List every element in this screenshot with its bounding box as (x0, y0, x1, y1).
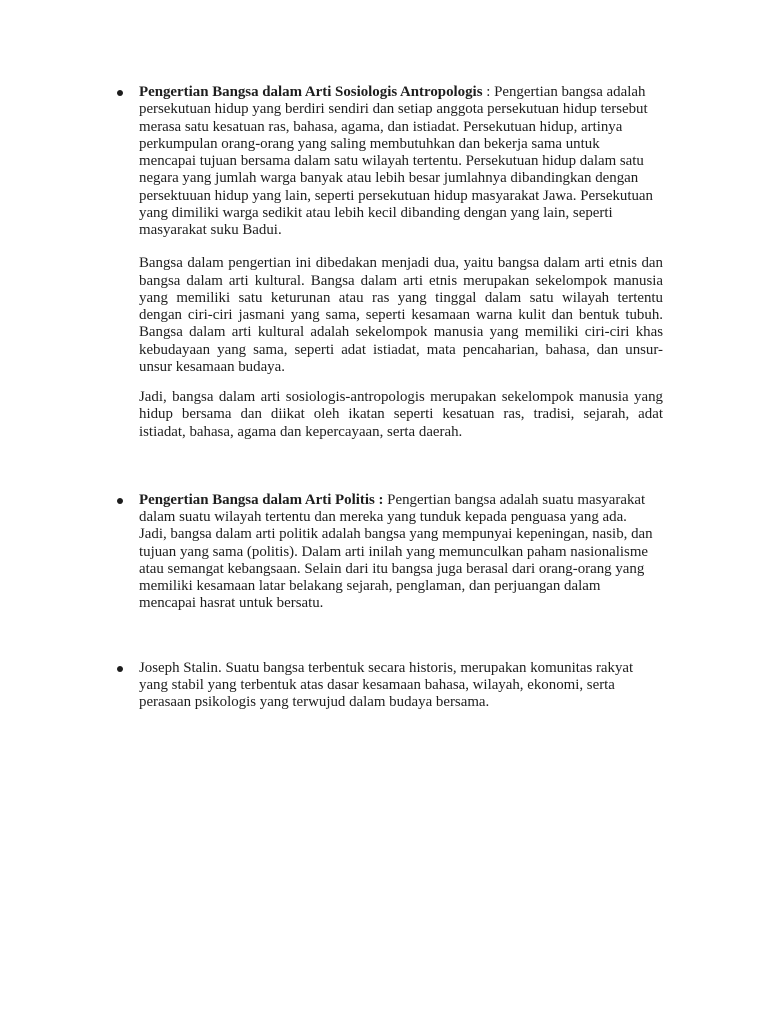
text-line: masyarakat suku Badui. (139, 222, 282, 238)
text-line: Pengertian Bangsa dalam Arti Politis : Pengertian bangsa adalah suatu masyarakat (139, 491, 646, 508)
text-line: yang dimiliki warga sedikit atau lebih kecil dibanding dengan yang lain, seperti (139, 204, 613, 221)
text-line: kebudayaan yang sama, seperti adat istiadat, mata pencaharian, bahasa, dan unsur- (139, 341, 663, 358)
list-item-joseph-stalin (139, 660, 663, 712)
text-line: Bangsa dalam pengertian ini dibedakan menjadi dua, yaitu bangsa dalam arti etnis dan (139, 255, 663, 272)
text-line: yang memiliki satu keturunan atau ras yang tinggal dalam satu wilayah tertentu (139, 289, 663, 306)
document-body (139, 84, 663, 711)
text-line: hidup bersama dan diikat oleh ikatan seperti kesatuan ras, tradisi, sejarah, adat (139, 406, 663, 423)
bold-lead-text: Pengertian Bangsa dalam Arti Politis : (139, 491, 384, 508)
text-line: atau semangat kebangsaan. Selain dari itu bangsa juga berasal dari orang-orang yang (139, 560, 645, 577)
text-line: merasa satu kesatuan ras, bahasa, agama, dan istiadat. Persekutuan hidup, artinya (139, 118, 623, 135)
text-line: perasaan psikologis yang terwujud dalam budaya bersama. (139, 694, 490, 710)
paragraph (139, 255, 663, 376)
text-line: mencapai hasrat untuk bersatu. (139, 595, 324, 612)
text-line: negara yang jumlah warga banyak atau lebih besar jumlahnya dibandingkan dengan (139, 170, 639, 187)
text-line: persektuuan hidup yang lain, seperti persekutuan hidup masyarakat Jawa. Persekutuan (139, 187, 653, 204)
bullet-icon (117, 666, 123, 672)
text-line: tujuan yang sama (politis). Dalam arti inilah yang memunculkan paham nasionalisme (139, 543, 649, 560)
text-line: Joseph Stalin. Suatu bangsa terbentuk secara historis, merupakan komunitas rakyat (139, 659, 634, 676)
text-line: yang stabil yang terbentuk atas dasar kesamaan bahasa, wilayah, ekonomi, serta (139, 676, 615, 693)
list-item-sosiologis-antropologis (139, 84, 663, 441)
text-line: perkumpulan orang-orang yang saling membutuhkan dan bekerja sama untuk (139, 135, 600, 152)
text-line: Pengertian Bangsa dalam Arti Sosiologis Antropologis : Pengertian bangsa adalah (139, 84, 646, 100)
list-item-politis (139, 492, 663, 613)
text-line: istiadat, bahasa, agama dan kepercayaan, serta daerah. (139, 423, 463, 440)
bold-lead-text: Pengertian Bangsa dalam Arti Sosiologis Antropologis (139, 84, 483, 100)
text-line: Jadi, bangsa dalam arti politik adalah bangsa yang mempunyai kepeningan, nasib, dan (139, 526, 653, 543)
text-line: mencapai tujuan bersama dalam satu wilayah tertentu. Persekutuan hidup dalam satu (139, 153, 644, 169)
bullet-icon (117, 90, 123, 96)
text-line: unsur kesamaan budaya. (139, 358, 285, 375)
text-line: Bangsa dalam arti kultural adalah sekelompok manusia yang memiliki ciri-ciri khas (139, 324, 663, 341)
text-line: bangsa dalam arti kultural. Bangsa dalam arti etnis merupakan sekelompok manusia (139, 272, 663, 289)
text-line: persekutuan hidup yang berdiri sendiri dan setiap anggota persekutuan hidup tersebut (139, 101, 648, 118)
text-line: dengan ciri-ciri jasmani yang sama, seperti kesamaan warna kulit dan bentuk tubuh. (139, 307, 663, 323)
text-line: memiliki kesamaan latar belakang sejarah, penglaman, dan perjuangan dalam (139, 578, 601, 594)
paragraph (139, 660, 663, 712)
text-line: Jadi, bangsa dalam arti sosiologis-antropologis merupakan sekelompok manusia yang (139, 389, 663, 405)
text-line: dalam suatu wilayah tertentu dan mereka yang tunduk kepada penguasa yang ada. (139, 509, 627, 525)
paragraph (139, 389, 663, 441)
paragraph (139, 492, 663, 613)
paragraph (139, 84, 663, 239)
bullet-icon (117, 498, 123, 504)
